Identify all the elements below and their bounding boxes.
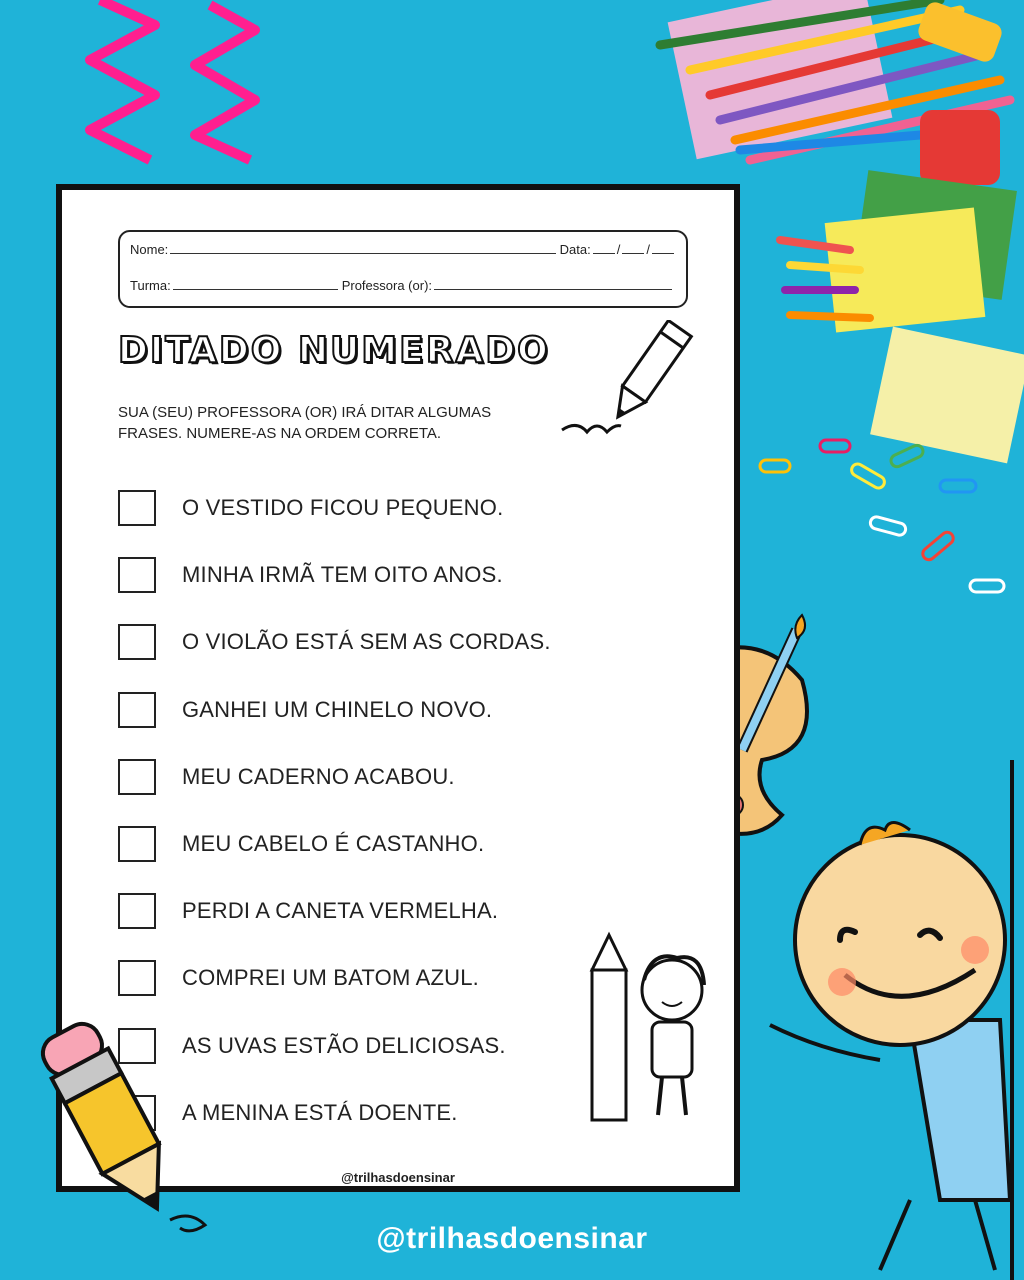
- pink-zigzag-decoration: [70, 0, 260, 170]
- sentence-text: MEU CADERNO ACABOU.: [182, 763, 455, 789]
- number-box[interactable]: [118, 692, 156, 728]
- turma-label: Turma:: [130, 278, 171, 293]
- nome-label: Nome:: [130, 242, 169, 257]
- worksheet-title: DITADO NUMERADO: [118, 330, 550, 371]
- sentence-item: [118, 891, 498, 931]
- sentence-text: O VIOLÃO ESTÁ SEM AS CORDAS.: [182, 629, 551, 655]
- pencil-icon: [557, 320, 697, 440]
- student-info-box: Nome: Data: / / Turma: Professora (or):: [118, 230, 688, 308]
- turma-field[interactable]: [173, 288, 338, 290]
- data-year-field[interactable]: [652, 252, 674, 254]
- data-day-field[interactable]: [593, 252, 615, 254]
- yellow-pencil-illustration: [20, 1010, 220, 1240]
- nome-field[interactable]: [170, 252, 555, 254]
- worksheet-credit: @trilhasdoensinar: [341, 1170, 455, 1185]
- number-box[interactable]: [118, 826, 156, 862]
- sentence-item: [118, 690, 492, 730]
- sentence-text: O VESTIDO FICOU PEQUENO.: [182, 495, 504, 520]
- footer-handle: @trilhasdoensinar: [376, 1222, 648, 1255]
- number-box[interactable]: [118, 624, 156, 660]
- sentence-text: MINHA IRMÃ TEM OITO ANOS.: [182, 562, 503, 588]
- number-box[interactable]: [118, 960, 156, 996]
- professora-field[interactable]: [434, 288, 672, 290]
- professora-label: Professora (or):: [341, 278, 433, 293]
- sentence-item: [118, 824, 484, 864]
- data-label: Data:: [559, 242, 591, 257]
- sentence-text: MEU CABELO É CASTANHO.: [182, 831, 485, 856]
- sentence-text: COMPREI UM BATOM AZUL.: [182, 965, 479, 991]
- boy-with-pencil-illustration: [582, 930, 732, 1130]
- sentence-text: GANHEI UM CHINELO NOVO.: [182, 696, 493, 722]
- sentence-text: AS UVAS ESTÃO DELICIOSAS.: [182, 1032, 506, 1058]
- instructions-text: SUA (SEU) PROFESSORA (OR) IRÁ DITAR ALGUMAS FRASES. NUMERE-AS NA ORDEM CORRETA.: [118, 404, 492, 442]
- number-box[interactable]: [118, 557, 156, 593]
- sentence-text: A MENINA ESTÁ DOENTE.: [182, 1099, 458, 1125]
- number-box[interactable]: [118, 759, 156, 795]
- sentence-item: [118, 555, 503, 595]
- sentence-item: [118, 622, 551, 662]
- sentence-item: [118, 757, 455, 797]
- number-box[interactable]: [118, 490, 156, 526]
- sentence-item: [118, 488, 503, 528]
- sentence-text: PERDI A CANETA VERMELHA.: [182, 898, 499, 924]
- number-box[interactable]: [118, 893, 156, 929]
- sentence-item: [118, 958, 479, 998]
- data-month-field[interactable]: [622, 252, 644, 254]
